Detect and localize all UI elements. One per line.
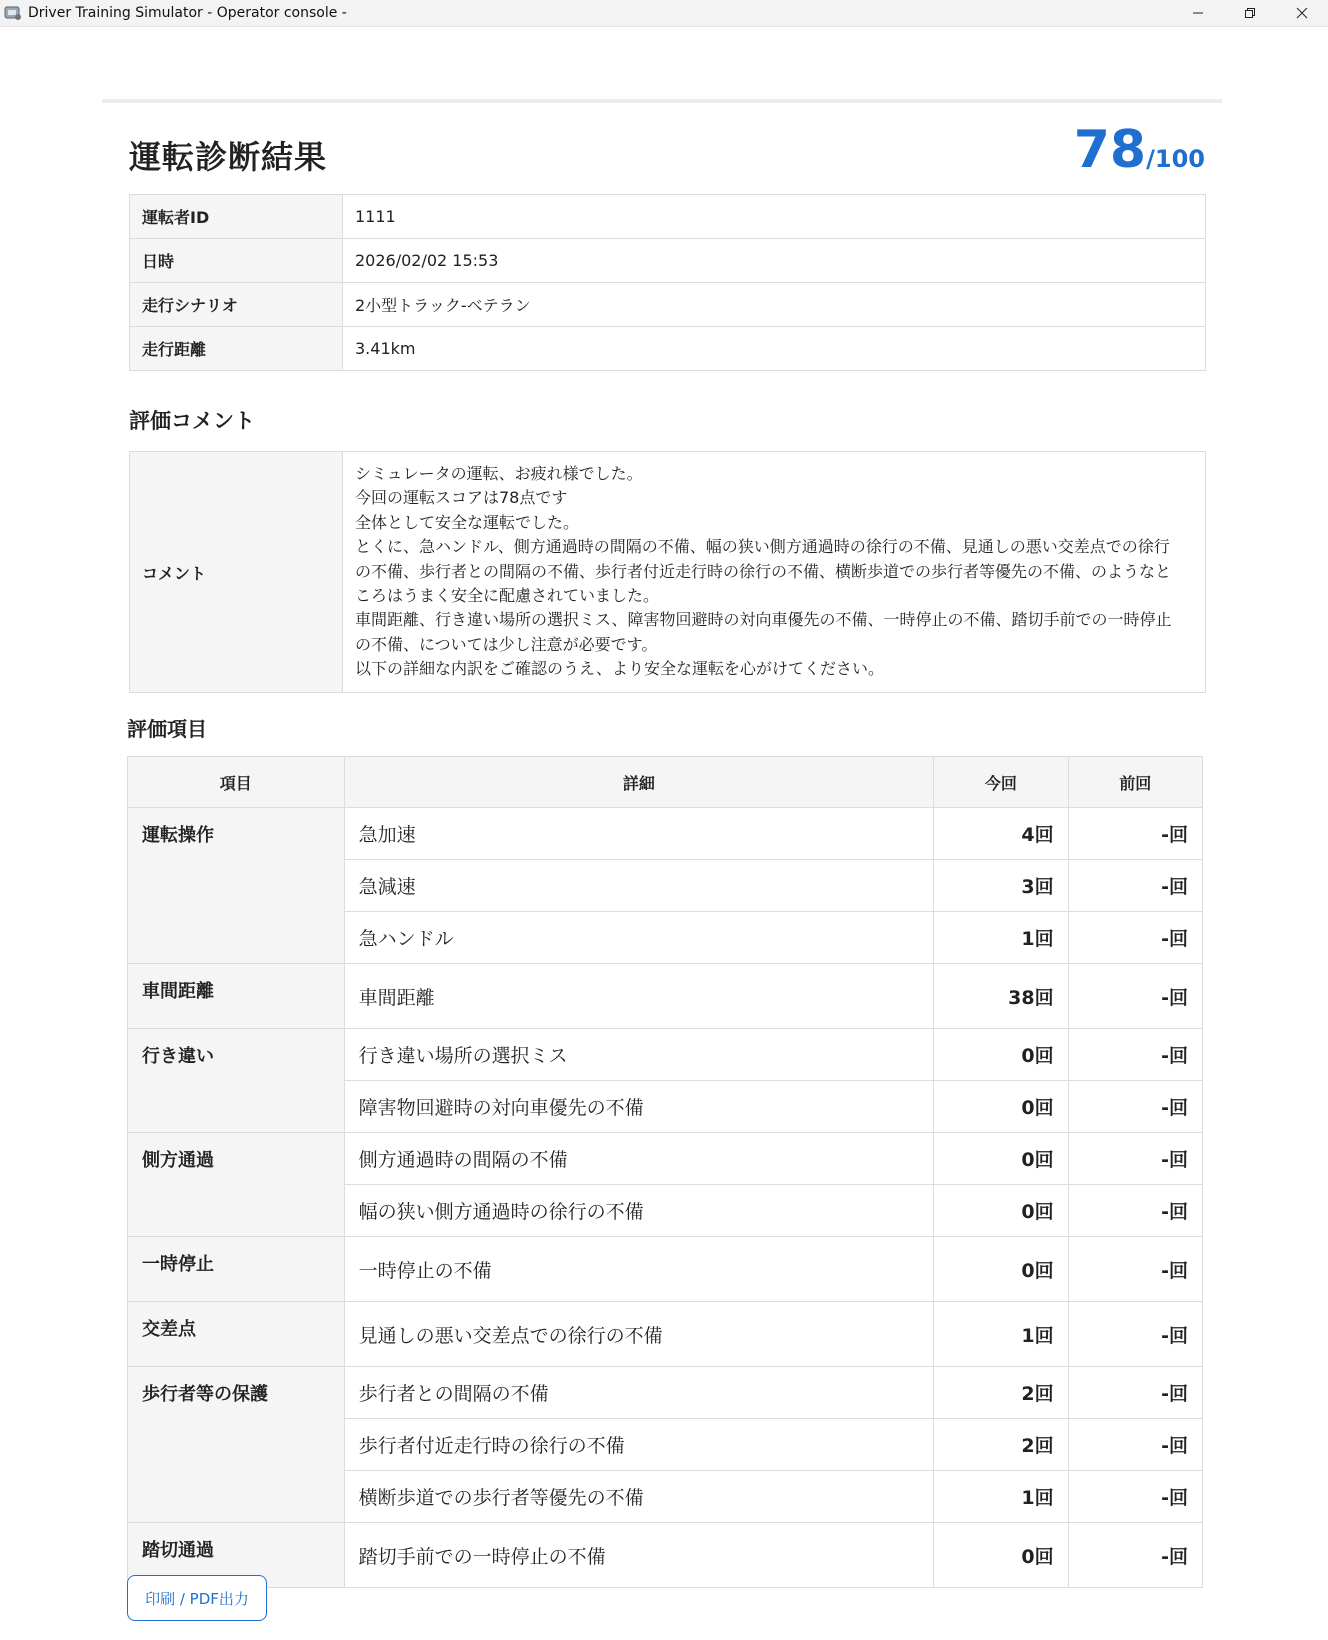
current-count: 1回 bbox=[934, 1302, 1068, 1367]
category-cell: 交差点 bbox=[128, 1302, 345, 1367]
table-row bbox=[128, 1237, 1203, 1302]
page-title: 運転診断結果 bbox=[129, 138, 328, 176]
table-row bbox=[128, 1133, 1203, 1185]
comment-table bbox=[129, 451, 1206, 693]
report-top-border bbox=[102, 99, 1222, 103]
previous-count: -回 bbox=[1068, 1302, 1202, 1367]
detail-cell: 歩行者付近走行時の徐行の不備 bbox=[344, 1419, 934, 1471]
detail-cell: 歩行者との間隔の不備 bbox=[344, 1367, 934, 1419]
category-cell: 行き違い bbox=[128, 1029, 345, 1133]
current-count: 1回 bbox=[934, 912, 1068, 964]
detail-cell: 急加速 bbox=[344, 808, 934, 860]
previous-count: -回 bbox=[1068, 964, 1202, 1029]
current-count: 0回 bbox=[934, 1523, 1068, 1588]
score-value: 78 bbox=[1073, 120, 1147, 180]
comment-line: とくに、急ハンドル、側方通過時の間隔の不備、幅の狭い側方通過時の徐行の不備、見通しの悪い交差点での徐行 bbox=[355, 537, 1170, 557]
info-row bbox=[130, 239, 1206, 283]
detail-cell: 急ハンドル bbox=[344, 912, 934, 964]
current-count: 1回 bbox=[934, 1471, 1068, 1523]
previous-count: -回 bbox=[1068, 1081, 1202, 1133]
minimize-icon bbox=[1192, 7, 1204, 19]
current-count: 3回 bbox=[934, 860, 1068, 912]
previous-count: -回 bbox=[1068, 1237, 1202, 1302]
window-title: Driver Training Simulator - Operator console - bbox=[28, 5, 347, 21]
comment-line: 今回の運転スコアは78点です bbox=[355, 488, 568, 508]
comment-line: ころはうまく安全に配慮されていました。 bbox=[355, 586, 660, 606]
category-cell: 踏切通過 bbox=[128, 1523, 345, 1588]
table-row bbox=[128, 964, 1203, 1029]
current-count: 0回 bbox=[934, 1029, 1068, 1081]
detail-cell: 行き違い場所の選択ミス bbox=[344, 1029, 934, 1081]
previous-count: -回 bbox=[1068, 912, 1202, 964]
previous-count: -回 bbox=[1068, 1523, 1202, 1588]
comment-line: シミュレータの運転、お疲れ様でした。 bbox=[355, 464, 643, 483]
detail-cell: 車間距離 bbox=[344, 964, 934, 1029]
close-button[interactable] bbox=[1276, 0, 1328, 26]
detail-cell: 踏切手前での一時停止の不備 bbox=[344, 1523, 934, 1588]
close-icon bbox=[1296, 7, 1308, 19]
previous-count: -回 bbox=[1068, 1419, 1202, 1471]
comment-line: の不備、については少し注意が必要です。 bbox=[355, 634, 658, 654]
score-max: /100 bbox=[1146, 145, 1205, 173]
detail-cell: 幅の狭い側方通過時の徐行の不備 bbox=[344, 1185, 934, 1237]
minimize-button[interactable] bbox=[1172, 0, 1224, 26]
info-label: 走行距離 bbox=[130, 327, 343, 371]
driver-info-table bbox=[129, 194, 1206, 371]
eval-header-row bbox=[128, 757, 1203, 808]
detail-cell: 横断歩道での歩行者等優先の不備 bbox=[344, 1471, 934, 1523]
comment-line: 全体として安全な運転でした。 bbox=[355, 512, 580, 532]
table-row bbox=[128, 1302, 1203, 1367]
detail-cell: 障害物回避時の対向車優先の不備 bbox=[344, 1081, 934, 1133]
restore-icon bbox=[1244, 7, 1256, 19]
category-cell: 運転操作 bbox=[128, 808, 345, 964]
info-label: 走行シナリオ bbox=[130, 283, 343, 327]
info-label: 運転者ID bbox=[130, 195, 343, 239]
table-row bbox=[128, 1367, 1203, 1419]
header-previous: 前回 bbox=[1068, 757, 1202, 808]
previous-count: -回 bbox=[1068, 1471, 1202, 1523]
comment-label: コメント bbox=[130, 452, 343, 693]
detail-cell: 側方通過時の間隔の不備 bbox=[344, 1133, 934, 1185]
current-count: 38回 bbox=[934, 964, 1068, 1029]
print-pdf-button[interactable]: 印刷 / PDF出力 bbox=[127, 1575, 267, 1621]
info-value: 2小型トラック-ベテラン bbox=[343, 283, 1206, 327]
category-cell: 一時停止 bbox=[128, 1237, 345, 1302]
table-row bbox=[128, 1029, 1203, 1081]
comment-line: 車間距離、行き違い場所の選択ミス、障害物回避時の対向車優先の不備、一時停止の不備、踏切手前での一時停止 bbox=[355, 610, 1172, 630]
current-count: 0回 bbox=[934, 1185, 1068, 1237]
restore-button[interactable] bbox=[1224, 0, 1276, 26]
current-count: 0回 bbox=[934, 1081, 1068, 1133]
eval-section-title: 評価項目 bbox=[127, 717, 207, 741]
current-count: 2回 bbox=[934, 1367, 1068, 1419]
comment-line: の不備、歩行者との間隔の不備、歩行者付近走行時の徐行の不備、横断歩道での歩行者等優先の不備、のようなと bbox=[355, 561, 1172, 581]
info-label: 日時 bbox=[130, 239, 343, 283]
current-count: 0回 bbox=[934, 1133, 1068, 1185]
detail-cell: 急減速 bbox=[344, 860, 934, 912]
info-row bbox=[130, 195, 1206, 239]
info-row bbox=[130, 327, 1206, 371]
comment-row bbox=[130, 452, 1206, 693]
previous-count: -回 bbox=[1068, 808, 1202, 860]
window-titlebar bbox=[0, 0, 1328, 27]
previous-count: -回 bbox=[1068, 1185, 1202, 1237]
info-value: 1111 bbox=[343, 195, 1206, 239]
comment-line: 以下の詳細な内訳をご確認のうえ、より安全な運転を心がけてください。 bbox=[355, 659, 884, 679]
current-count: 0回 bbox=[934, 1237, 1068, 1302]
previous-count: -回 bbox=[1068, 1133, 1202, 1185]
current-count: 4回 bbox=[934, 808, 1068, 860]
table-row bbox=[128, 1523, 1203, 1588]
evaluation-table bbox=[127, 756, 1203, 1588]
header-current: 今回 bbox=[934, 757, 1068, 808]
category-cell: 側方通過 bbox=[128, 1133, 345, 1237]
detail-cell: 一時停止の不備 bbox=[344, 1237, 934, 1302]
detail-cell: 見通しの悪い交差点での徐行の不備 bbox=[344, 1302, 934, 1367]
comment-section-title: 評価コメント bbox=[129, 409, 255, 433]
header-detail: 詳細 bbox=[344, 757, 934, 808]
info-row bbox=[130, 283, 1206, 327]
previous-count: -回 bbox=[1068, 860, 1202, 912]
info-value: 2026/02/02 15:53 bbox=[343, 239, 1206, 283]
current-count: 2回 bbox=[934, 1419, 1068, 1471]
score-display bbox=[1074, 120, 1205, 180]
app-icon bbox=[4, 5, 22, 21]
header-category: 項目 bbox=[128, 757, 345, 808]
info-value: 3.41km bbox=[343, 327, 1206, 371]
table-row bbox=[128, 808, 1203, 860]
previous-count: -回 bbox=[1068, 1029, 1202, 1081]
comment-text bbox=[343, 452, 1206, 693]
previous-count: -回 bbox=[1068, 1367, 1202, 1419]
category-cell: 歩行者等の保護 bbox=[128, 1367, 345, 1523]
category-cell: 車間距離 bbox=[128, 964, 345, 1029]
